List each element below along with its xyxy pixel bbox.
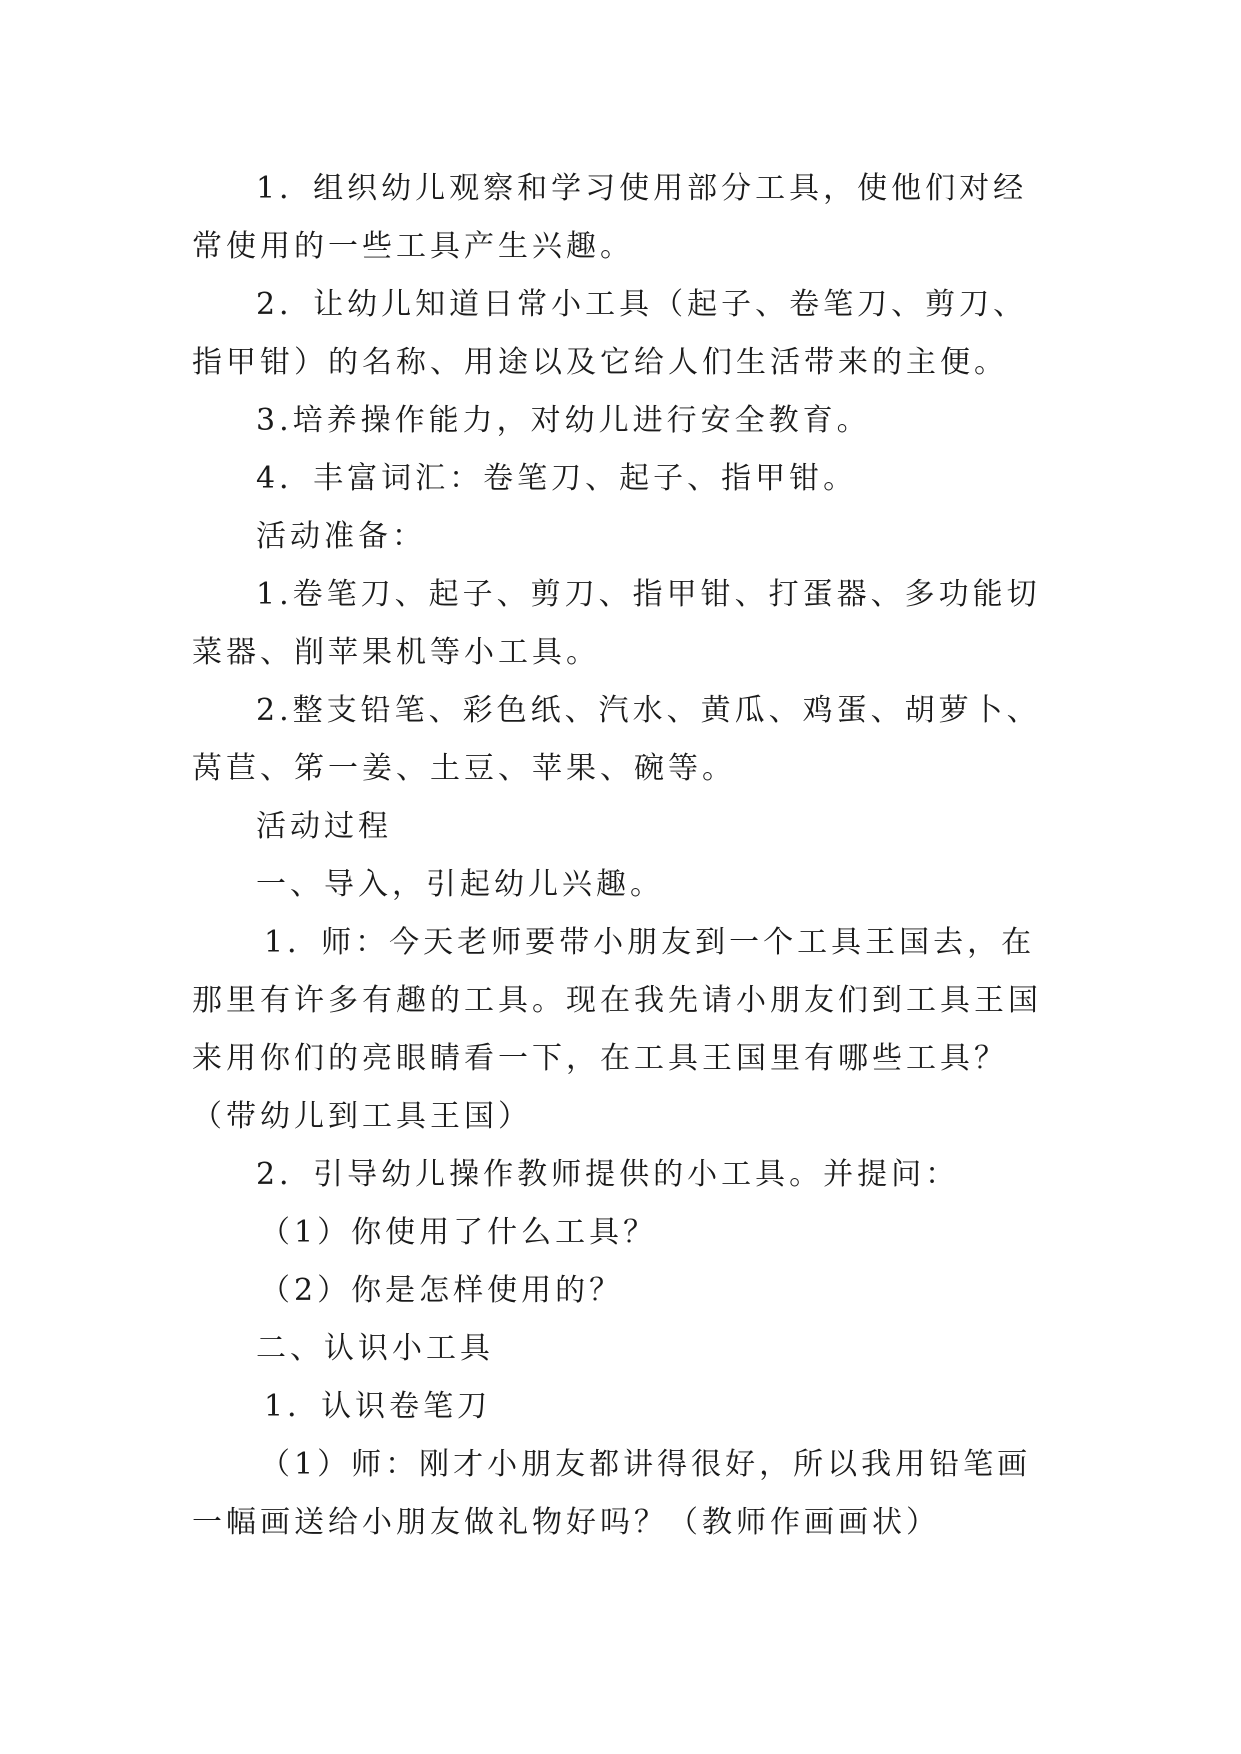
paragraph-goal-2: 2．让幼儿知道日常小工具（起子、卷笔刀、剪刀、指甲钳）的名称、用途以及它给人们生活带来的主便。: [192, 287, 1028, 380]
paragraph-sharpener-1: （1）师：刚才小朋友都讲得很好，所以我用铅笔画一幅画送给小朋友做礼物好吗？（教师作画画状）: [192, 1447, 1032, 1540]
paragraph-process-1: 1．师：今天老师要带小朋友到一个工具王国去，在那里有许多有趣的工具。现在我先请小朋友们到工具王国来用你们的亮眼睛看一下，在工具王国里有哪些工具？（带幼儿到工具王国）: [192, 925, 1042, 1134]
heading-section-two: 二、认识小工具: [256, 1331, 494, 1366]
paragraph-goal-3: 3.培养操作能力，对幼儿进行安全教育。: [256, 403, 871, 438]
heading-activity-preparation: 活动准备：: [256, 519, 426, 554]
paragraph-preparation-1: 1.卷笔刀、起子、剪刀、指甲钳、打蛋器、多功能切菜器、削苹果机等小工具。: [192, 577, 1041, 670]
paragraph-question-1: （1）你使用了什么工具？: [260, 1215, 658, 1250]
paragraph-process-2: 2．引导幼儿操作教师提供的小工具。并提问：: [256, 1157, 960, 1192]
paragraph-preparation-2: 2.整支铅笔、彩色纸、汽水、黄瓜、鸡蛋、胡萝卜、莴苣、笫一姜、土豆、苹果、碗等。: [192, 693, 1041, 786]
document-body: [192, 160, 1052, 1552]
paragraph-subheading-sharpener: 1．认识卷笔刀: [264, 1389, 492, 1424]
paragraph-question-2: （2）你是怎样使用的？: [260, 1273, 624, 1308]
heading-section-one: 一、导入，引起幼儿兴趣。: [256, 867, 664, 902]
heading-activity-process: 活动过程: [256, 809, 392, 844]
paragraph-goal-4: 4．丰富词汇：卷笔刀、起子、指甲钳。: [256, 461, 858, 496]
paragraph-goal-1: 1．组织幼儿观察和学习使用部分工具，使他们对经常使用的一些工具产生兴趣。: [192, 171, 1028, 264]
